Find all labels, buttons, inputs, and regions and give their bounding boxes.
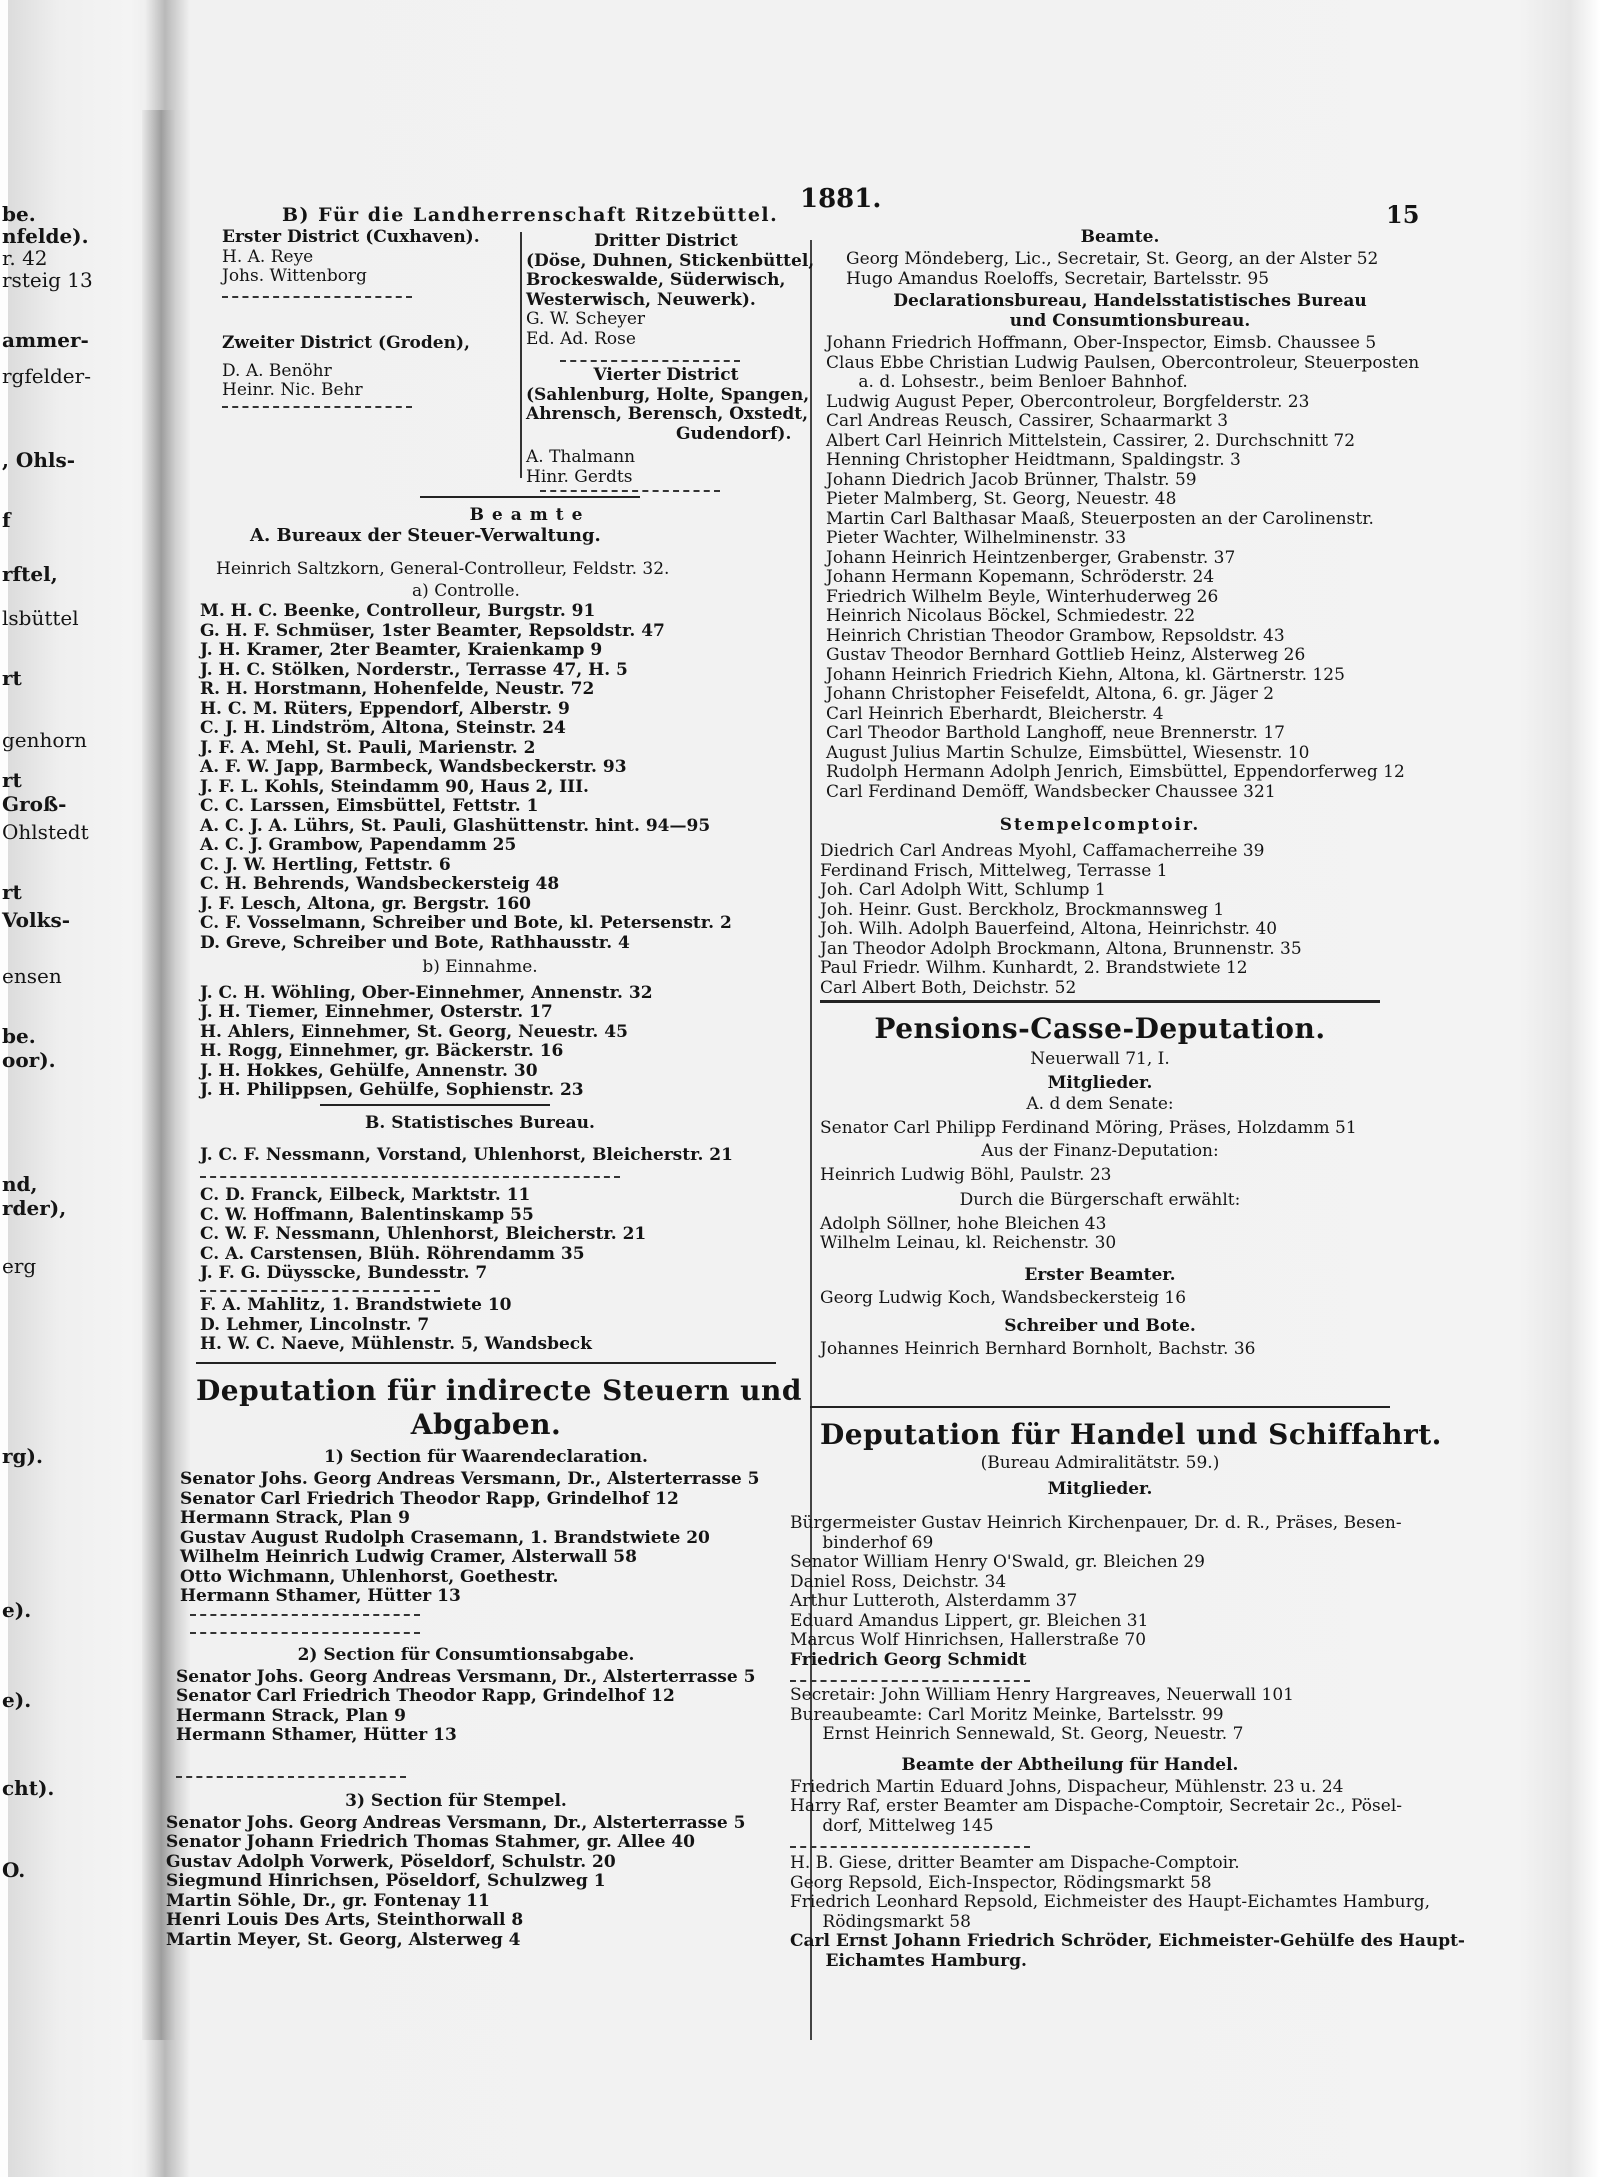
district-places: Brockeswalde, Süderwisch, <box>526 270 786 290</box>
subheading: A. d dem Senate: <box>1026 1094 1174 1114</box>
fragment: oor). <box>2 1048 56 1072</box>
list-item: Eduard Amandus Lippert, gr. Bleichen 31 <box>790 1610 1149 1631</box>
list-item: Hermann Sthamer, Hütter 13 <box>176 1725 457 1745</box>
list-item: Heinrich Christian Theodor Grambow, Repsoldstr. 43 <box>826 625 1285 646</box>
list-item: C. F. Vosselmann, Schreiber und Bote, kl. Petersenstr. 2 <box>200 913 732 933</box>
dashed-rule <box>222 406 412 408</box>
subheading: Schreiber und Bote. <box>1004 1315 1196 1336</box>
ritzebuettel-heading: B) Für die Landherrenschaft Ritzebüttel. <box>282 204 779 226</box>
fragment: lsbüttel <box>2 606 79 630</box>
beamte-heading: Beamte. <box>1080 227 1160 247</box>
decl-heading: Declarationsbureau, Handelsstatistisches Bureau <box>893 291 1367 311</box>
list-item: Carl Albert Both, Deichstr. 52 <box>820 977 1077 998</box>
fragment: be. <box>2 202 36 226</box>
section-rule <box>320 1104 550 1106</box>
list-item: Senator Johs. Georg Andreas Versmann, Dr., Alsterterrasse 5 <box>176 1666 756 1687</box>
fragment: O. <box>2 1858 26 1882</box>
stempel-list <box>820 842 1302 998</box>
subheading: Aus der Finanz-Deputation: <box>981 1141 1219 1161</box>
bureau-a-heading: A. Bureaux der Steuer-Verwaltung. <box>250 525 601 546</box>
list-item: Georg Ludwig Koch, Wandsbeckersteig 16 <box>820 1288 1187 1308</box>
list-item: C. C. Larssen, Eimsbüttel, Fettstr. 1 <box>200 796 539 816</box>
pension-deputation <box>820 1012 1380 1360</box>
col2-beamte <box>840 228 1400 248</box>
list-item: Diedrich Carl Andreas Myohl, Caffamacherreihe 39 <box>820 841 1265 861</box>
beamte-block <box>420 506 640 526</box>
statist-list-2 <box>200 1296 592 1355</box>
list-item: H. Rogg, Einnehmer, gr. Bäckerstr. 16 <box>200 1041 564 1061</box>
list-item: Senator William Henry O'Swald, gr. Bleichen 29 <box>790 1552 1205 1572</box>
list-item: H. C. M. Rüters, Eppendorf, Alberstr. 9 <box>200 698 570 719</box>
list-item: Jan Theodor Adolph Brockmann, Altona, Brunnenstr. 35 <box>820 938 1302 959</box>
abth-list-2 <box>790 1854 1465 1971</box>
list-item: C. A. Carstensen, Blüh. Röhrendamm 35 <box>200 1243 585 1264</box>
list-item: Ludwig August Peper, Obercontroleur, Borgfelderstr. 23 <box>826 391 1310 412</box>
list-item: Henning Christopher Heidtmann, Spaldingstr. 3 <box>826 450 1241 470</box>
list-item: a. d. Lohsestr., beim Benloer Bahnhof. <box>826 372 1188 392</box>
dashed-rule <box>790 1846 1030 1848</box>
einnahme-list <box>200 958 760 1101</box>
subheading: Durch die Bürgerschaft erwählt: <box>959 1190 1241 1210</box>
fragment: rt <box>2 880 22 904</box>
statist-list <box>200 1186 646 1284</box>
list-item: R. H. Horstmann, Hohenfelde, Neustr. 72 <box>200 679 595 699</box>
list-item: Senator Johann Friedrich Thomas Stahmer, gr. Allee 40 <box>166 1832 696 1852</box>
list-item: C. H. Behrends, Wandsbeckersteig 48 <box>200 874 560 894</box>
section-rule <box>420 496 640 498</box>
district-title: Zweiter District (Groden), <box>222 333 470 353</box>
section-rule <box>820 1000 1380 1003</box>
fragment: rder), <box>2 1196 67 1220</box>
list-item: Martin Carl Balthasar Maaß, Steuerposten an der Carolinenstr. <box>826 508 1374 529</box>
list-item: Senator Johs. Georg Andreas Versmann, Dr., Alsterterrasse 5 <box>180 1469 760 1489</box>
list-item: Marcus Wolf Hinrichsen, Hallerstraße 70 <box>790 1630 1147 1650</box>
district-places: (Sahlenburg, Holte, Spangen, <box>526 384 810 405</box>
section-3 <box>166 1792 746 1950</box>
dashed-rule <box>176 1776 406 1778</box>
list-item: J. H. Hokkes, Gehülfe, Annenstr. 30 <box>200 1060 538 1081</box>
pension-title: Pensions-Casse-Deputation. <box>874 1012 1326 1045</box>
list-item: Gustav Adolph Vorwerk, Pöseldorf, Schulstr. 20 <box>166 1851 616 1872</box>
list-item: Hermann Sthamer, Hütter 13 <box>180 1586 461 1606</box>
district-1 <box>222 228 522 287</box>
dashed-rule <box>790 1680 1030 1682</box>
list-item: Friedrich Leonhard Repsold, Eichmeister des Haupt-Eichamtes Hamburg, <box>790 1892 1431 1912</box>
fragment: erg <box>2 1254 37 1278</box>
dashed-rule <box>200 1176 620 1178</box>
list-item: Rödingsmarkt 58 <box>790 1911 971 1932</box>
list-item: Albert Carl Heinrich Mittelstein, Cassirer, 2. Durchschnitt 72 <box>826 430 1356 451</box>
list-item: Senator Johs. Georg Andreas Versmann, Dr., Alsterterrasse 5 <box>166 1812 746 1833</box>
fragment: r. 42 <box>2 246 48 270</box>
list-item: H. Ahlers, Einnehmer, St. Georg, Neuestr. 45 <box>200 1021 628 1042</box>
section-2 <box>176 1646 756 1746</box>
list-item: Johann Friedrich Hoffmann, Ober-Inspector, Eimsb. Chaussee 5 <box>826 333 1377 353</box>
list-item: C. J. W. Hertling, Fettstr. 6 <box>200 854 451 875</box>
fragment: , Ohls- <box>2 448 76 472</box>
list-item: Paul Friedr. Wilhm. Kunhardt, 2. Brandstwiete 12 <box>820 958 1248 978</box>
list-item: Heinrich Ludwig Böhl, Paulstr. 23 <box>820 1164 1112 1185</box>
decl-heading: und Consumtionsbureau. <box>1009 310 1251 331</box>
general-controller: Heinrich Saltzkorn, General-Controlleur, Feldstr. 32. <box>216 559 670 579</box>
abth-heading: Beamte der Abtheilung für Handel. <box>901 1755 1239 1775</box>
statist-heading: B. Statistisches Bureau. <box>365 1113 595 1133</box>
list-item: J. F. A. Mehl, St. Pauli, Marienstr. 2 <box>200 737 536 758</box>
dashed-rule <box>190 1614 420 1616</box>
fragment: rt <box>2 666 22 690</box>
list-item: Joh. Carl Adolph Witt, Schlump 1 <box>820 880 1106 900</box>
list-item: Johann Heinrich Heintzenberger, Grabenstr. 37 <box>826 547 1236 568</box>
fragment: rgfelder- <box>2 364 91 388</box>
list-item: Johannes Heinrich Bernhard Bornholt, Bachstr. 36 <box>820 1339 1256 1359</box>
section-heading: 2) Section für Consumtionsabgabe. <box>297 1645 635 1665</box>
list-item: Heinrich Nicolaus Böckel, Schmiedestr. 22 <box>826 606 1196 626</box>
list-item: J. C. H. Wöhling, Ober-Einnehmer, Annenstr. 32 <box>200 982 653 1003</box>
list-item: A. F. W. Japp, Barmbeck, Wandsbeckerstr. 93 <box>200 757 627 777</box>
list-item: Carl Ferdinand Demöff, Wandsbecker Chaussee 321 <box>826 781 1276 802</box>
list-item: D. Greve, Schreiber und Bote, Rathhausstr. 4 <box>200 932 630 953</box>
indirect-title: Abgaben. <box>410 1408 562 1441</box>
list-item: Secretair: John William Henry Hargreaves, Neuerwall 101 <box>790 1685 1294 1705</box>
col2-beamte-list <box>846 250 1378 289</box>
district-member: H. A. Reye <box>222 246 314 267</box>
page-year: 1881. <box>800 184 882 214</box>
list-item: Hermann Strack, Plan 9 <box>176 1705 406 1726</box>
indirect-title: Deputation für indirecte Steuern und <box>196 1374 802 1407</box>
section-1-list <box>180 1470 759 1607</box>
list-item: J. H. Kramer, 2ter Beamter, Kraienkamp 9 <box>200 640 603 660</box>
pension-address: Neuerwall 71, I. <box>1030 1049 1170 1069</box>
list-item: Carl Ernst Johann Friedrich Schröder, Eichmeister-Gehülfe des Haupt- <box>790 1931 1465 1951</box>
list-item: Eichamtes Hamburg. <box>790 1950 1027 1971</box>
list-item: Gustav Theodor Bernhard Gottlieb Heinz, Alsterweg 26 <box>826 645 1306 665</box>
district-member: Johs. Wittenborg <box>222 266 367 286</box>
list-item: J. F. L. Kohls, Steindamm 90, Haus 2, III. <box>200 776 589 797</box>
fragment: cht). <box>2 1776 55 1800</box>
fragment: genhorn <box>2 728 87 752</box>
fragment: nd, <box>2 1172 38 1196</box>
dashed-rule <box>200 1290 440 1292</box>
list-item: Adolph Söllner, hohe Bleichen 43 <box>820 1213 1107 1234</box>
handel-secretair <box>790 1686 1294 1745</box>
fragment: rsteig 13 <box>2 268 93 292</box>
mitglieder-heading: Mitglieder. <box>1047 1478 1153 1499</box>
district-3 <box>526 232 814 349</box>
district-places: Westerwisch, Neuwerk). <box>526 289 756 310</box>
list-item: Hugo Amandus Roeloffs, Secretair, Bartelsstr. 95 <box>846 268 1270 289</box>
handel-address: (Bureau Admiralitätstr. 59.) <box>980 1453 1220 1473</box>
controlle-heading: a) Controlle. <box>412 580 520 601</box>
handel-deputation <box>820 1418 1442 1499</box>
list-item: Georg Möndeberg, Lic., Secretair, St. Georg, an der Alster 52 <box>846 249 1379 269</box>
list-item: Ernst Heinrich Sennewald, St. Georg, Neuestr. 7 <box>790 1724 1244 1744</box>
list-item: August Julius Martin Schulze, Eimsbüttel, Wiesenstr. 10 <box>826 742 1310 763</box>
fragment: rg). <box>2 1444 43 1468</box>
district-member: D. A. Benöhr <box>222 360 332 381</box>
list-item: Friedrich Martin Eduard Johns, Dispacheur, Mühlenstr. 23 u. 24 <box>790 1776 1344 1797</box>
list-item: Martin Söhle, Dr., gr. Fontenay 11 <box>166 1890 490 1911</box>
list-item: Harry Raf, erster Beamter am Dispache-Comptoir, Secretair 2c., Pösel- <box>790 1796 1403 1816</box>
list-item: Carl Andreas Reusch, Cassirer, Schaarmarkt 3 <box>826 411 1229 431</box>
subheading: Erster Beamter. <box>1024 1264 1176 1285</box>
fragment: nfelde). <box>2 224 89 248</box>
list-item: Ferdinand Frisch, Mittelweg, Terrasse 1 <box>820 860 1168 881</box>
list-item: Wilhelm Heinrich Ludwig Cramer, Alsterwall 58 <box>180 1547 637 1567</box>
beamte-heading: Beamte <box>469 505 591 525</box>
list-item: Joh. Wilh. Adolph Bauerfeind, Altona, Heinrichstr. 40 <box>820 919 1278 939</box>
district-member: Ed. Ad. Rose <box>526 328 636 349</box>
handel-members <box>790 1514 1402 1670</box>
list-item: Friedrich Wilhelm Beyle, Winterhuderweg 26 <box>826 586 1219 607</box>
fragment: e). <box>2 1688 32 1712</box>
general-controller-block <box>216 560 716 601</box>
section-heading: 1) Section für Waarendeclaration. <box>324 1447 648 1467</box>
district-title: Erster District (Cuxhaven). <box>222 227 480 247</box>
fragment: Volks- <box>2 908 71 932</box>
district-member: A. Thalmann <box>526 447 636 467</box>
bureau-a-block <box>250 526 601 546</box>
list-item: Friedrich Georg Schmidt <box>790 1649 1027 1670</box>
list-item: C. J. H. Lindström, Altona, Steinstr. 24 <box>200 718 566 738</box>
list-item: Georg Repsold, Eich-Inspector, Rödingsmarkt 58 <box>790 1872 1212 1893</box>
stempel-heading: Stempelcomptoir. <box>999 815 1201 835</box>
decl-list <box>826 334 1419 802</box>
district-divider <box>520 232 522 478</box>
stempel-heading-block <box>820 816 1380 836</box>
list-item: G. H. F. Schmüser, 1ster Beamter, Repsoldstr. 47 <box>200 620 665 641</box>
list-item: A. C. J. Grambow, Papendamm 25 <box>200 835 517 855</box>
district-member: G. W. Scheyer <box>526 309 646 329</box>
list-item: Pieter Malmberg, St. Georg, Neuestr. 48 <box>826 489 1177 509</box>
page-number: 15 <box>1386 200 1420 229</box>
fragment: ensen <box>2 964 62 988</box>
list-item: Johann Hermann Kopemann, Schröderstr. 24 <box>826 567 1215 587</box>
fragment: rftel, <box>2 562 58 586</box>
list-item: Johann Heinrich Friedrich Kiehn, Altona, kl. Gärtnerstr. 125 <box>826 664 1345 685</box>
list-item: Rudolph Hermann Adolph Jenrich, Eimsbüttel, Eppendorferweg 12 <box>826 762 1405 782</box>
list-item: D. Lehmer, Lincolnstr. 7 <box>200 1314 430 1335</box>
list-item: dorf, Mittelweg 145 <box>790 1815 994 1836</box>
list-item: binderhof 69 <box>790 1532 934 1553</box>
list-item: Claus Ebbe Christian Ludwig Paulsen, Obercontroleur, Steuerposten <box>826 352 1420 373</box>
district-places: Gudendorf). <box>676 423 792 444</box>
district-places: (Döse, Duhnen, Stickenbüttel, <box>526 250 815 271</box>
district-4 <box>526 366 809 487</box>
list-item: Siegmund Hinrichsen, Pöseldorf, Schulzweg 1 <box>166 1871 606 1891</box>
list-item: Senator Carl Friedrich Theodor Rapp, Grindelhof 12 <box>180 1488 679 1509</box>
list-item: Wilhelm Leinau, kl. Reichenstr. 30 <box>820 1233 1117 1253</box>
list-item: A. C. J. A. Lührs, St. Pauli, Glashüttenstr. hint. 94—95 <box>200 815 711 836</box>
list-item: Hermann Strack, Plan 9 <box>180 1508 410 1528</box>
district-2 <box>222 334 470 401</box>
list-item: J. F. Lesch, Altona, gr. Bergstr. 160 <box>200 893 531 914</box>
district-places: Ahrensch, Berensch, Oxstedt, <box>526 404 809 424</box>
indirect-deputation <box>196 1374 802 1468</box>
section-heading: 3) Section für Stempel. <box>345 1791 567 1811</box>
abth-block <box>790 1755 1403 1836</box>
list-item: Joh. Heinr. Gust. Berckholz, Brockmannsweg 1 <box>820 899 1225 920</box>
fragment: be. <box>2 1024 36 1048</box>
decl-heading-block <box>850 292 1410 331</box>
list-item: M. H. C. Beenke, Controlleur, Burgstr. 91 <box>200 601 596 621</box>
list-item: Senator Carl Philipp Ferdinand Möring, Präses, Holzdamm 51 <box>820 1117 1357 1138</box>
list-item: Johann Christopher Feisefeldt, Altona, 6. gr. Jäger 2 <box>826 684 1275 704</box>
einnahme-heading: b) Einnahme. <box>422 957 538 977</box>
list-item: J. F. G. Düysscke, Bundesstr. 7 <box>200 1263 488 1283</box>
list-item: C. D. Franck, Eilbeck, Marktstr. 11 <box>200 1185 531 1205</box>
section-rule <box>810 1406 1390 1408</box>
list-item: F. A. Mahlitz, 1. Brandstwiete 10 <box>200 1295 512 1315</box>
fragment: ammer- <box>2 328 89 352</box>
list-item: C. W. F. Nessmann, Uhlenhorst, Bleicherstr. 21 <box>200 1224 647 1244</box>
previous-page-fragments <box>0 120 150 2020</box>
list-item: Arthur Lutteroth, Alsterdamm 37 <box>790 1591 1078 1611</box>
fragment: Ohlstedt <box>2 820 89 844</box>
list-item: Johann Diedrich Jacob Brünner, Thalstr. 59 <box>826 469 1197 490</box>
list-item: Carl Heinrich Eberhardt, Bleicherstr. 4 <box>826 703 1164 724</box>
fragment: e). <box>2 1598 32 1622</box>
list-item: Gustav August Rudolph Crasemann, 1. Brandstwiete 20 <box>180 1527 710 1548</box>
list-item: J. H. C. Stölken, Norderstr., Terrasse 47, H. 5 <box>200 659 628 680</box>
list-item: Senator Carl Friedrich Theodor Rapp, Grindelhof 12 <box>176 1686 675 1706</box>
controlle-list <box>200 602 732 953</box>
statist-block <box>200 1114 760 1165</box>
list-item: Bureaubeamte: Carl Moritz Meinke, Bartelsstr. 99 <box>790 1704 1224 1725</box>
list-item: Bürgermeister Gustav Heinrich Kirchenpauer, Dr. d. R., Präses, Besen- <box>790 1513 1402 1533</box>
dashed-rule <box>560 360 740 362</box>
list-item: C. W. Hoffmann, Balentinskamp 55 <box>200 1204 534 1225</box>
list-item: Otto Wichmann, Uhlenhorst, Goethestr. <box>180 1566 559 1587</box>
mitglieder-heading: Mitglieder. <box>1047 1072 1153 1093</box>
district-member: Heinr. Nic. Behr <box>222 380 363 400</box>
district-member: Hinr. Gerdts <box>526 466 633 487</box>
fragment: Groß- <box>2 792 67 816</box>
fragment: rt <box>2 768 22 792</box>
list-item: J. H. Philippsen, Gehülfe, Sophienstr. 23 <box>200 1080 584 1100</box>
list-item: Pieter Wachter, Wilhelminenstr. 33 <box>826 528 1127 548</box>
district-title: Vierter District <box>593 365 739 385</box>
list-item: Henri Louis Des Arts, Steinthorwall 8 <box>166 1910 524 1930</box>
list-item: J. H. Tiemer, Einnehmer, Osterstr. 17 <box>200 1002 553 1022</box>
list-item: Martin Meyer, St. Georg, Alsterweg 4 <box>166 1929 521 1950</box>
dashed-rule <box>222 296 412 298</box>
fragment: f <box>2 508 11 532</box>
district-title: Dritter District <box>594 231 738 251</box>
list-item: H. B. Giese, dritter Beamter am Dispache-Comptoir. <box>790 1853 1240 1873</box>
statist-head: J. C. F. Nessmann, Vorstand, Uhlenhorst, Bleicherstr. 21 <box>200 1144 733 1165</box>
ritzebuettel-heading-block <box>282 206 778 226</box>
section-rule <box>196 1362 776 1364</box>
handel-title: Deputation für Handel und Schiffahrt. <box>820 1418 1442 1451</box>
list-item: H. W. C. Naeve, Mühlenstr. 5, Wandsbeck <box>200 1334 592 1354</box>
list-item: Carl Theodor Barthold Langhoff, neue Brennerstr. 17 <box>826 723 1285 743</box>
list-item: Daniel Ross, Deichstr. 34 <box>790 1571 1007 1592</box>
dashed-rule <box>190 1632 420 1634</box>
dashed-rule <box>540 490 720 492</box>
